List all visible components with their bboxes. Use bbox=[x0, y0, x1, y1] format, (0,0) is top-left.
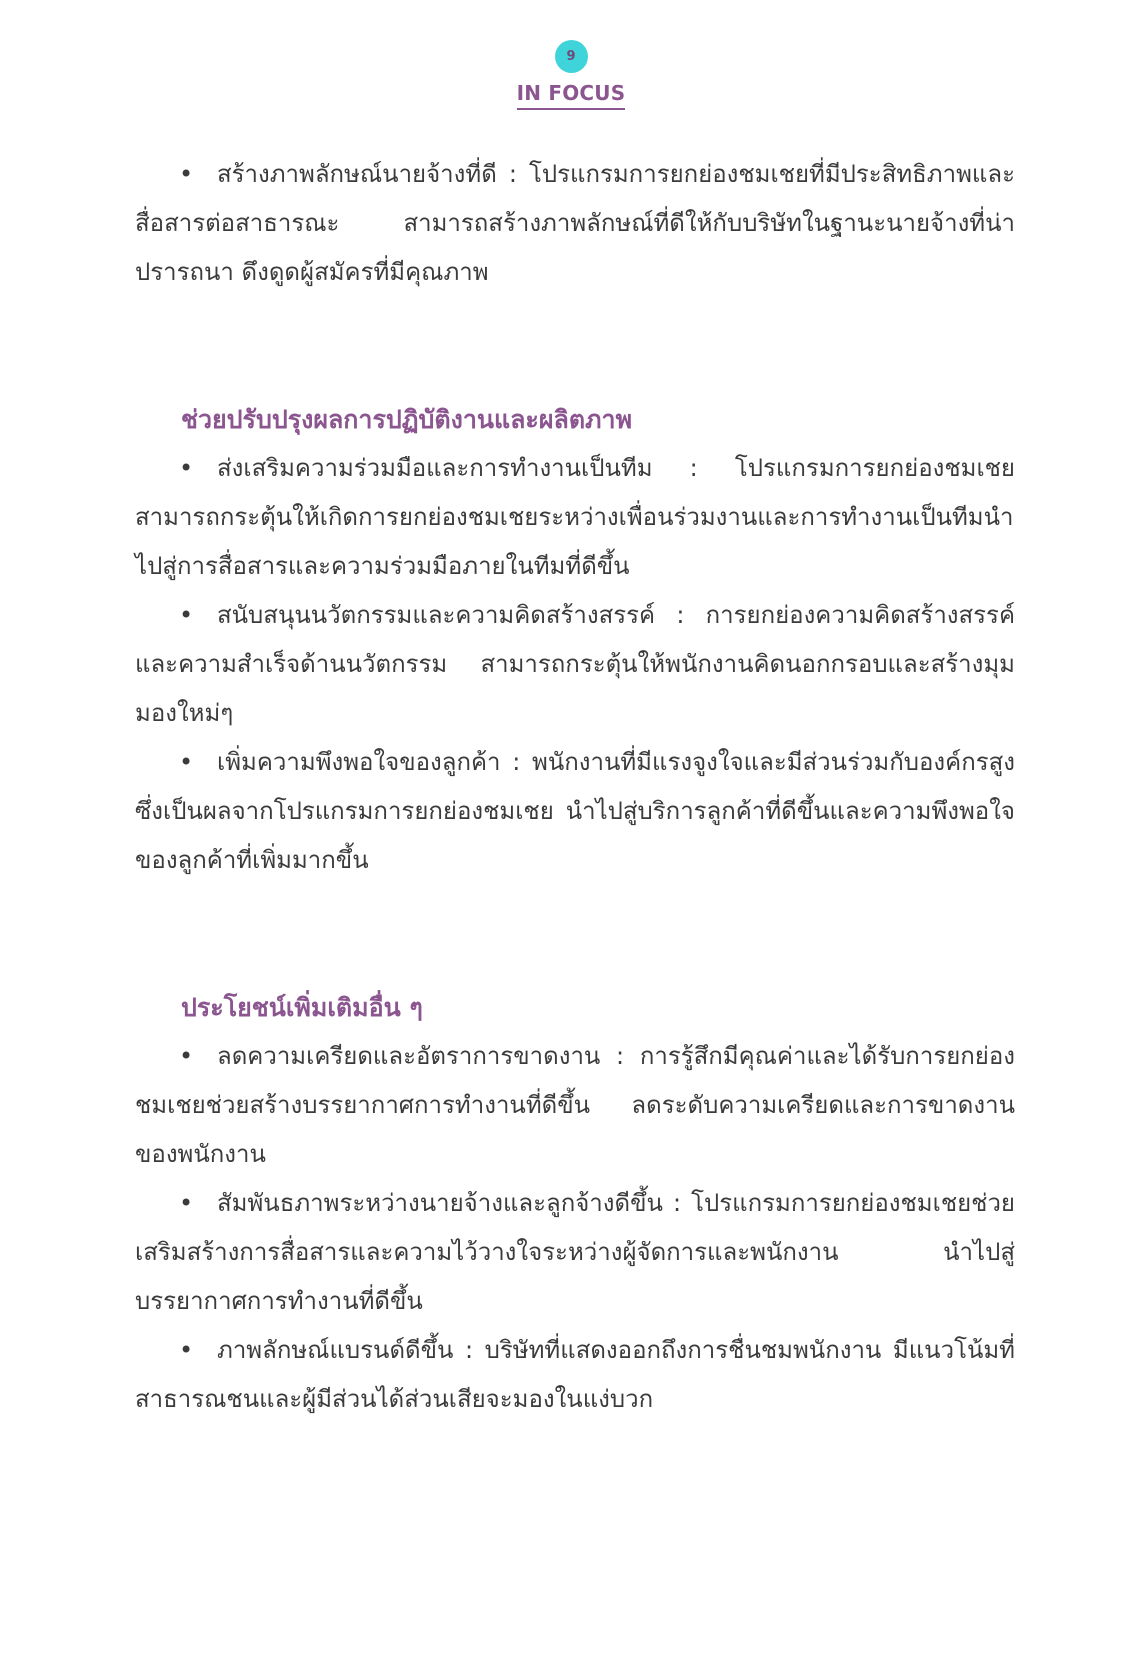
page-number-badge: 9 bbox=[555, 40, 588, 73]
bullet-icon: • bbox=[179, 1189, 194, 1217]
other-item-1-text: ลดความเครียดและอัตราการขาดงาน : การรู้สึกมีคุณค่าและได้รับการยกย่องชมเชยช่วยสร้างบรรยากาศการทำงานที่ดีขึ้น ลดระดับความเครียดและการขาดงานของพนักงาน bbox=[135, 1042, 1015, 1168]
performance-item-1 bbox=[135, 444, 1015, 591]
bullet-icon: • bbox=[179, 454, 194, 482]
other-item-3 bbox=[135, 1326, 1015, 1424]
bullet-icon: • bbox=[179, 748, 194, 776]
article-body bbox=[135, 150, 1015, 1424]
intro-item-1 bbox=[135, 150, 1015, 297]
section-heading-performance: ช่วยปรับปรุงผลการปฏิบัติงานและผลิตภาพ bbox=[181, 405, 633, 434]
bullet-icon: • bbox=[179, 160, 194, 188]
performance-item-3-text: เพิ่มความพึงพอใจของลูกค้า : พนักงานที่มีแรงจูงใจและมีส่วนร่วมกับองค์กรสูงซึ่งเป็นผลจากโปรแกรมการยกย่องชมเชย นำไปสู่บริการลูกค้าที่ดีขึ้นและความพึงพอใจของลูกค้าที่เพิ่มมากขึ้น bbox=[135, 748, 1015, 874]
other-item-3-text: ภาพลักษณ์แบรนด์ดีขึ้น : บริษัทที่แสดงออกถึงการชื่นชมพนักงาน มีแนวโน้มที่สาธารณชนและผู้มีส่วนได้ส่วนเสียจะมองในแง่บวก bbox=[135, 1336, 1015, 1413]
spacer bbox=[135, 934, 1015, 983]
spacer bbox=[135, 346, 1015, 395]
other-item-2 bbox=[135, 1179, 1015, 1326]
section-heading-other-benefits: ประโยชน์เพิ่มเติมอื่น ๆ bbox=[181, 993, 423, 1022]
page-header bbox=[0, 40, 1142, 110]
bullet-icon: • bbox=[179, 1042, 194, 1070]
performance-item-1-text: ส่งเสริมความร่วมมือและการทำงานเป็นทีม : โปรแกรมการยกย่องชมเชยสามารถกระตุ้นให้เกิดการยกย่องชมเชยระหว่างเพื่อนร่วมงานและการทำงานเป็นทีมนำไปสู่การสื่อสารและความร่วมมือภายในทีมที่ดีขึ้น bbox=[135, 454, 1015, 580]
performance-item-2 bbox=[135, 591, 1015, 738]
intro-item-1-text: สร้างภาพลักษณ์นายจ้างที่ดี : โปรแกรมการยกย่องชมเชยที่มีประสิทธิภาพและสื่อสารต่อสาธารณะ สามารถสร้างภาพลักษณ์ที่ดีให้กับบริษัทในฐานะนายจ้างที่น่าปรารถนา ดึงดูดผู้สมัครที่มีคุณภาพ bbox=[135, 160, 1015, 286]
other-item-1 bbox=[135, 1032, 1015, 1179]
spacer bbox=[135, 885, 1015, 934]
performance-item-3 bbox=[135, 738, 1015, 885]
other-item-2-text: สัมพันธภาพระหว่างนายจ้างและลูกจ้างดีขึ้น : โปรแกรมการยกย่องชมเชยช่วยเสริมสร้างการสื่อสารและความไว้วางใจระหว่างผู้จัดการและพนักงาน นำไปสู่บรรยากาศการทำงานที่ดีขึ้น bbox=[135, 1189, 1015, 1315]
performance-item-2-text: สนับสนุนนวัตกรรมและความคิดสร้างสรรค์ : การยกย่องความคิดสร้างสรรค์และความสำเร็จด้านนวัตกรรม สามารถกระตุ้นให้พนักงานคิดนอกกรอบและสร้างมุมมองใหม่ๆ bbox=[135, 601, 1015, 727]
bullet-icon: • bbox=[179, 601, 194, 629]
section-label: IN FOCUS bbox=[517, 81, 626, 110]
bullet-icon: • bbox=[179, 1336, 194, 1364]
spacer bbox=[135, 297, 1015, 346]
